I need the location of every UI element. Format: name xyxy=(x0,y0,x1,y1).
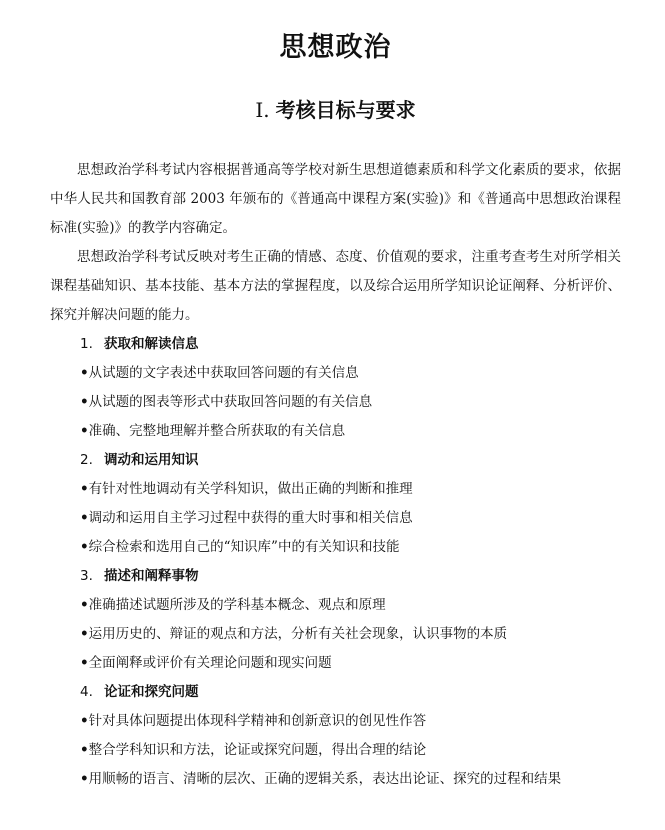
requirement-item-text: 综合检索和选用自己的“知识库”中的有关知识和技能 xyxy=(88,539,400,555)
requirement-item xyxy=(50,620,621,649)
requirement-item-text: 运用历史的、辩证的观点和方法，分析有关社会现象，认识事物的本质 xyxy=(88,626,508,642)
requirement-heading-text: 论证和探究问题 xyxy=(104,684,199,700)
requirement-item xyxy=(50,649,621,678)
section-title xyxy=(50,92,621,128)
requirement-item xyxy=(50,504,621,533)
requirement-item-text: 针对具体问题提出体现科学精神和创新意识的创见性作答 xyxy=(88,713,427,729)
bullet-icon: • xyxy=(80,365,89,381)
requirement-item xyxy=(50,475,621,504)
requirement-item-text: 整合学科知识和方法，论证或探究问题，得出合理的结论 xyxy=(88,742,427,758)
requirement-item-text: 有针对性地调动有关学科知识，做出正确的判断和推理 xyxy=(88,481,413,497)
bullet-icon: • xyxy=(80,539,89,555)
requirement-number: 1. xyxy=(80,336,93,352)
document-body xyxy=(50,156,621,794)
requirement-heading xyxy=(50,678,621,707)
bullet-icon: • xyxy=(80,597,89,613)
intro-paragraph: 思想政治学科考试反映对考生正确的情感、态度、价值观的要求，注重考查考生对所学相关课程基础知识、基本技能、基本方法的掌握程度，以及综合运用所学知识论证阐释、分析评价、探究并解决问题的能力。 xyxy=(50,249,621,323)
requirement-item xyxy=(50,736,621,765)
requirement-heading-text: 调动和运用知识 xyxy=(104,452,199,468)
requirement-heading xyxy=(50,562,621,591)
requirement-item-text: 从试题的图表等形式中获取回答问题的有关信息 xyxy=(88,394,373,410)
requirement-item xyxy=(50,591,621,620)
requirement-heading xyxy=(50,446,621,475)
requirement-heading-text: 获取和解读信息 xyxy=(104,336,199,352)
document-title: 思想政治 xyxy=(279,32,392,63)
bullet-icon: • xyxy=(80,423,89,439)
requirement-item xyxy=(50,533,621,562)
bullet-icon: • xyxy=(80,394,89,410)
requirement-number: 4. xyxy=(80,684,93,700)
bullet-icon: • xyxy=(80,626,89,642)
bullet-icon: • xyxy=(80,481,89,497)
requirement-item xyxy=(50,707,621,736)
requirement-item-text: 用顺畅的语言、清晰的层次、正确的逻辑关系，表达出论证、探究的过程和结果 xyxy=(88,771,562,787)
requirement-item-text: 从试题的文字表述中获取回答问题的有关信息 xyxy=(88,365,359,381)
requirement-item-text: 全面阐释或评价有关理论问题和现实问题 xyxy=(88,655,332,671)
requirement-item xyxy=(50,765,621,794)
section-title-text: 考核目标与要求 xyxy=(275,98,416,122)
bullet-icon: • xyxy=(80,742,89,758)
requirement-item-text: 准确描述试题所涉及的学科基本概念、观点和原理 xyxy=(88,597,386,613)
bullet-icon: • xyxy=(80,655,89,671)
bullet-icon: • xyxy=(80,713,89,729)
section-number: Ⅰ. xyxy=(255,98,270,122)
requirement-number: 3. xyxy=(80,568,93,584)
requirement-item xyxy=(50,388,621,417)
requirement-item-text: 准确、完整地理解并整合所获取的有关信息 xyxy=(88,423,346,439)
requirement-heading xyxy=(50,330,621,359)
requirement-item xyxy=(50,359,621,388)
requirement-item-text: 调动和运用自主学习过程中获得的重大时事和相关信息 xyxy=(88,510,413,526)
bullet-icon: • xyxy=(80,771,89,787)
requirement-item xyxy=(50,417,621,446)
requirement-number: 2. xyxy=(80,452,93,468)
requirement-heading-text: 描述和阐释事物 xyxy=(104,568,199,584)
intro-paragraph: 思想政治学科考试内容根据普通高等学校对新生思想道德素质和科学文化素质的要求，依据中华人民共和国教育部 2003 年颁布的《普通高中课程方案(实验)》和《普通高中思想政治课程标准(实验)》的教学内容确定。 xyxy=(50,162,621,236)
bullet-icon: • xyxy=(80,510,89,526)
